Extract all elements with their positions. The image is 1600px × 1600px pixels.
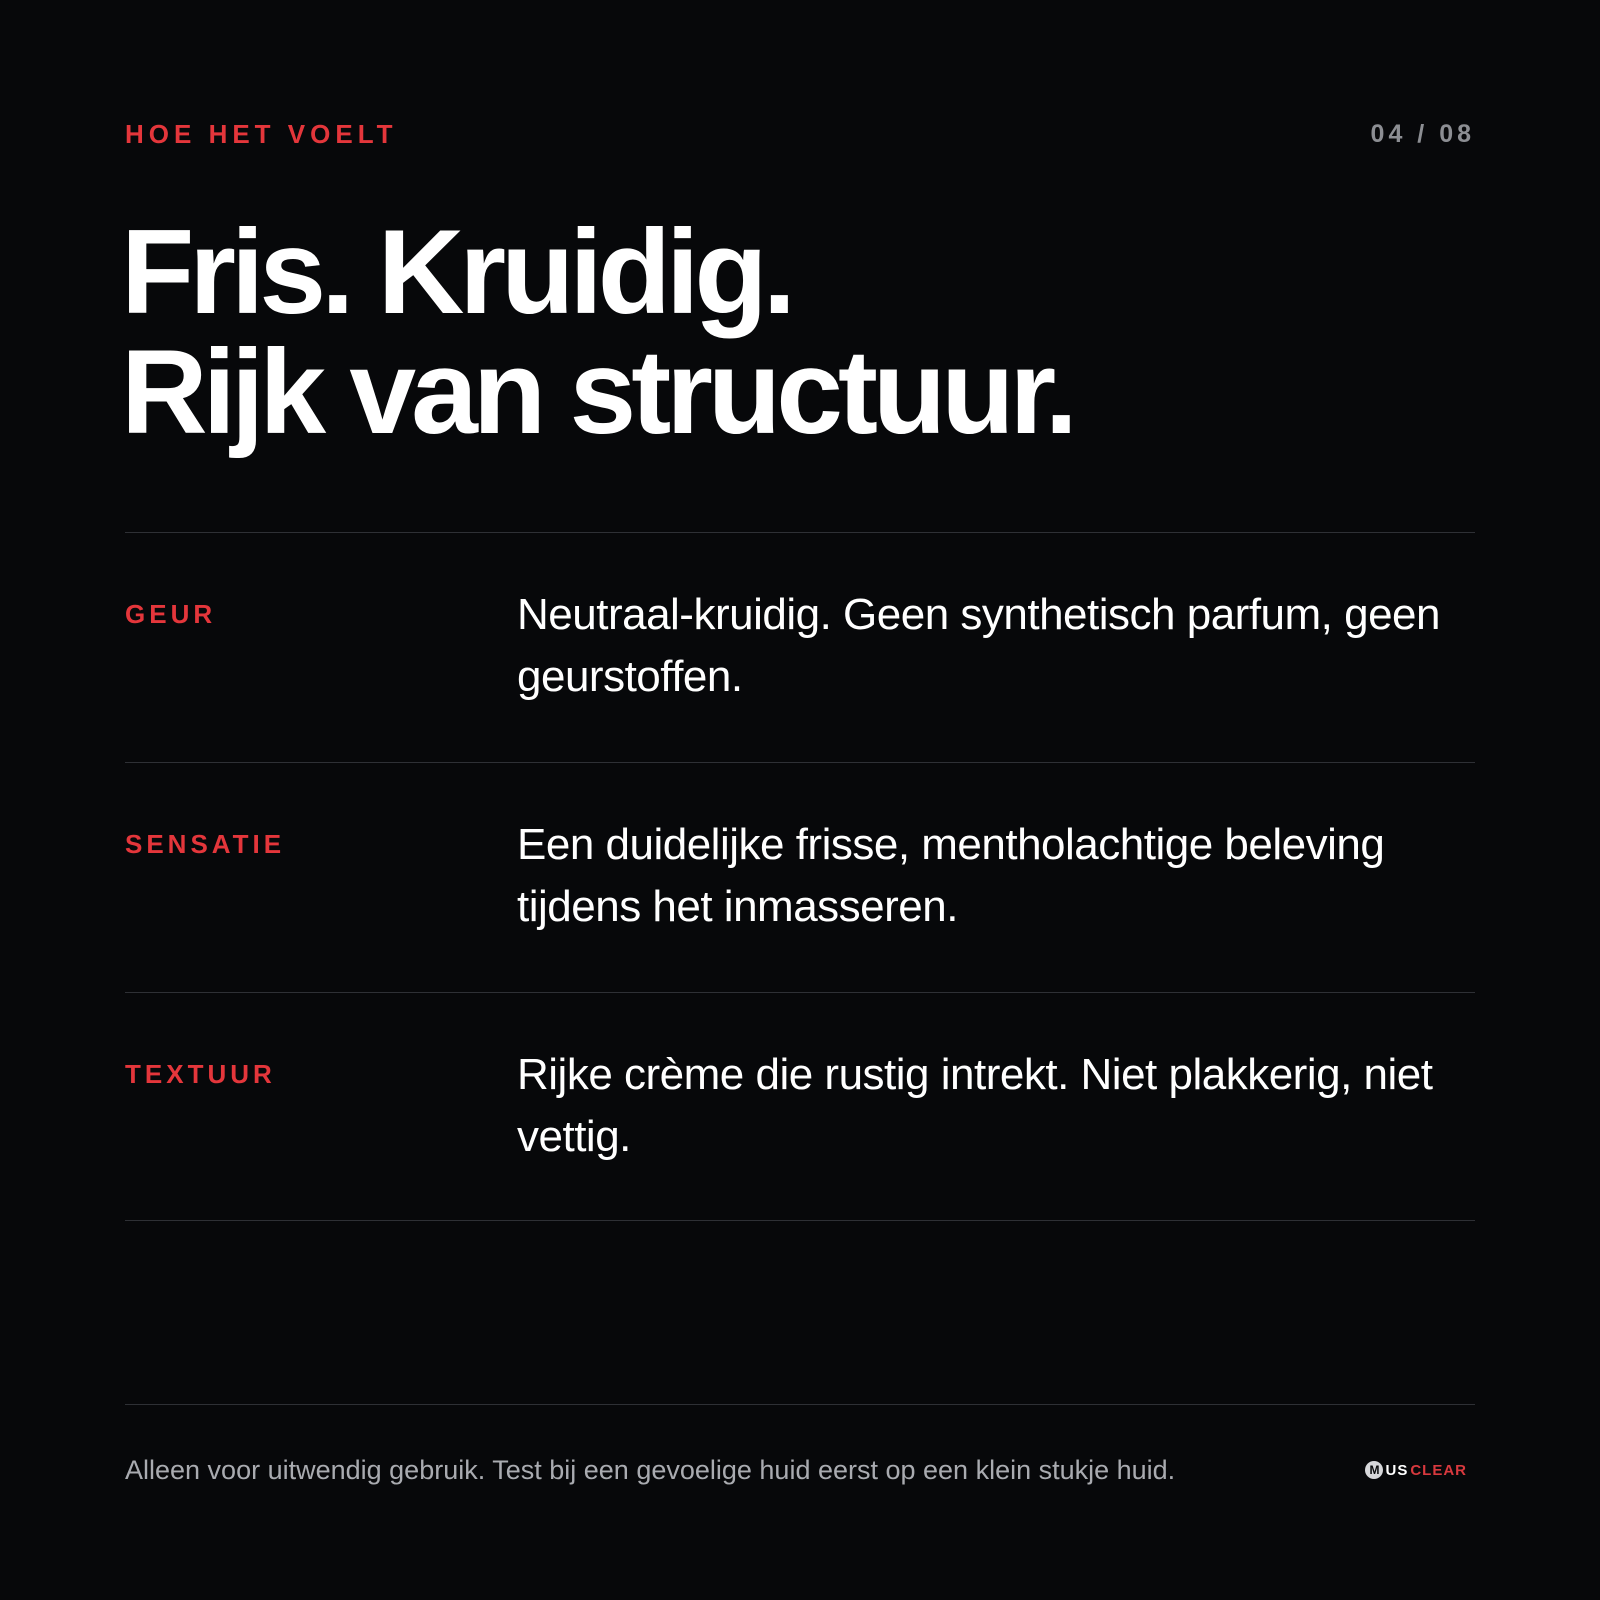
divider-row-2	[125, 992, 1475, 993]
row-label-sensatie: SENSATIE	[125, 829, 286, 859]
divider-row-3	[125, 1220, 1475, 1221]
brand-text-primary: US	[1385, 1461, 1409, 1479]
row-text-textuur: Rijke crème die rustig intrekt. Niet plakkerig, niet vettig.	[517, 1050, 1433, 1161]
slide	[121, 0, 1475, 1600]
brand-text-accent: CLEAR	[1410, 1461, 1467, 1479]
page-title-line-1: Fris. Kruidig.	[121, 205, 792, 339]
divider-row-1	[125, 762, 1475, 763]
row-text-sensatie: Een duidelijke frisse, mentholachtige beleving tijdens het inmasseren.	[517, 820, 1385, 931]
row-label-textuur: TEXTUUR	[125, 1059, 276, 1089]
page-title	[121, 205, 1073, 459]
row-text-geur: Neutraal-kruidig. Geen synthetisch parfum, geen geurstoffen.	[517, 590, 1440, 701]
divider-footer	[125, 1404, 1475, 1405]
section-eyebrow: HOE HET VOELT	[125, 119, 398, 149]
brand-logo	[1365, 1461, 1467, 1479]
page-title-line-2: Rijk van structuur.	[121, 325, 1073, 459]
row-label-geur: GEUR	[125, 599, 217, 629]
brand-mark-icon: M	[1365, 1461, 1383, 1479]
footer-disclaimer: Alleen voor uitwendig gebruik. Test bij een gevoelige huid eerst op een klein stukje huid.	[125, 1455, 1176, 1485]
divider-top	[125, 532, 1475, 533]
page-counter: 04 / 08	[1370, 120, 1475, 148]
